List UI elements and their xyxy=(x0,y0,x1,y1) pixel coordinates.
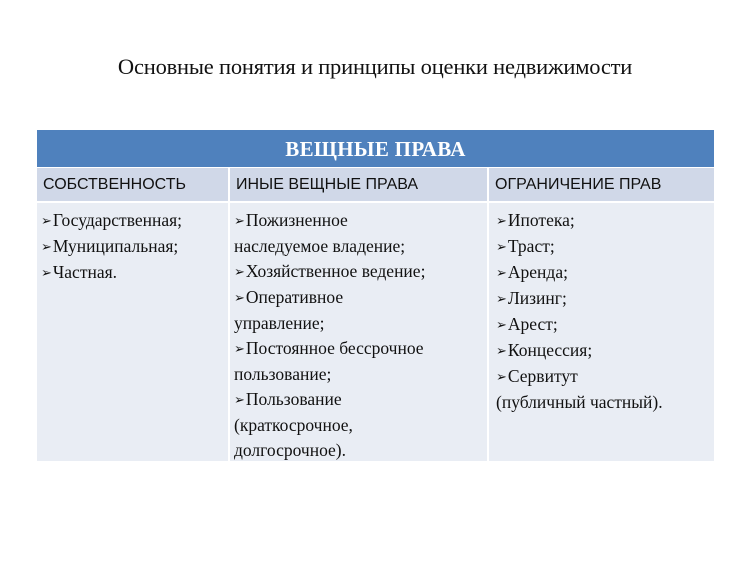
list-item xyxy=(234,387,487,413)
list-item-text: Государственная; xyxy=(52,210,183,230)
list-item-text: Постоянное бессрочное xyxy=(245,338,424,358)
list-item-continuation xyxy=(234,234,487,259)
arrow-bullet-icon: ➢ xyxy=(234,214,245,229)
cell-other-rights xyxy=(228,203,487,461)
list-item xyxy=(41,234,228,260)
list-item xyxy=(496,286,714,312)
arrow-bullet-icon: ➢ xyxy=(496,292,507,307)
arrow-bullet-icon: ➢ xyxy=(41,240,52,255)
property-rights-table xyxy=(37,130,714,461)
column-header-restrictions: ОГРАНИЧЕНИЕ ПРАВ xyxy=(487,168,714,201)
list-item-text: Арест; xyxy=(507,314,558,334)
column-header-row xyxy=(37,167,714,201)
list-item-text: Лизинг; xyxy=(507,288,567,308)
list-item-text: Аренда; xyxy=(507,262,568,282)
list-item-text: (публичный частный). xyxy=(496,392,663,412)
arrow-bullet-icon: ➢ xyxy=(234,393,245,408)
list-item-continuation xyxy=(234,438,487,463)
list-item xyxy=(496,364,714,390)
arrow-bullet-icon: ➢ xyxy=(496,344,507,359)
list-item-text: управление; xyxy=(234,313,325,333)
arrow-bullet-icon: ➢ xyxy=(496,318,507,333)
list-item-text: Траст; xyxy=(507,236,555,256)
list-item xyxy=(496,208,714,234)
list-item xyxy=(234,285,487,311)
arrow-bullet-icon: ➢ xyxy=(234,265,245,280)
table-header: ВЕЩНЫЕ ПРАВА xyxy=(37,130,714,167)
list-item-text: наследуемое владение; xyxy=(234,236,406,256)
list-item xyxy=(41,260,228,286)
arrow-bullet-icon: ➢ xyxy=(41,266,52,281)
arrow-bullet-icon: ➢ xyxy=(496,370,507,385)
list-item xyxy=(234,208,487,234)
list-item-continuation xyxy=(234,311,487,336)
column-header-other-rights: ИНЫЕ ВЕЩНЫЕ ПРАВА xyxy=(228,168,487,201)
arrow-bullet-icon: ➢ xyxy=(234,291,245,306)
list-item-text: Пользование xyxy=(245,389,342,409)
table-body-row xyxy=(37,201,714,461)
arrow-bullet-icon: ➢ xyxy=(234,342,245,357)
list-item-continuation xyxy=(496,390,714,415)
arrow-bullet-icon: ➢ xyxy=(496,214,507,229)
list-item xyxy=(496,260,714,286)
list-item xyxy=(234,336,487,362)
list-item-text: Хозяйственное ведение; xyxy=(245,261,426,281)
list-item-text: долгосрочное). xyxy=(234,440,346,460)
list-item-continuation xyxy=(234,362,487,387)
list-item-text: (краткосрочное, xyxy=(234,415,353,435)
arrow-bullet-icon: ➢ xyxy=(41,214,52,229)
slide-title: Основные понятия и принципы оценки недвижимости xyxy=(117,54,633,79)
list-item-text: Концессия; xyxy=(507,340,593,360)
list-item-text: Оперативное xyxy=(245,287,344,307)
list-item-text: пользование; xyxy=(234,364,332,384)
list-item xyxy=(496,234,714,260)
list-item-text: Сервитут xyxy=(507,366,578,386)
column-header-ownership: СОБСТВЕННОСТЬ xyxy=(43,176,186,193)
list-item-text: Ипотека; xyxy=(507,210,575,230)
list-item xyxy=(496,338,714,364)
cell-restrictions xyxy=(487,203,714,461)
list-item xyxy=(234,259,487,285)
list-item-text: Муниципальная; xyxy=(52,236,179,256)
cell-ownership xyxy=(37,203,228,461)
list-item xyxy=(496,312,714,338)
list-item xyxy=(41,208,228,234)
list-item-text: Пожизненное xyxy=(245,210,348,230)
list-item-text: Частная. xyxy=(52,262,118,282)
arrow-bullet-icon: ➢ xyxy=(496,266,507,281)
arrow-bullet-icon: ➢ xyxy=(496,240,507,255)
list-item-continuation xyxy=(234,413,487,438)
